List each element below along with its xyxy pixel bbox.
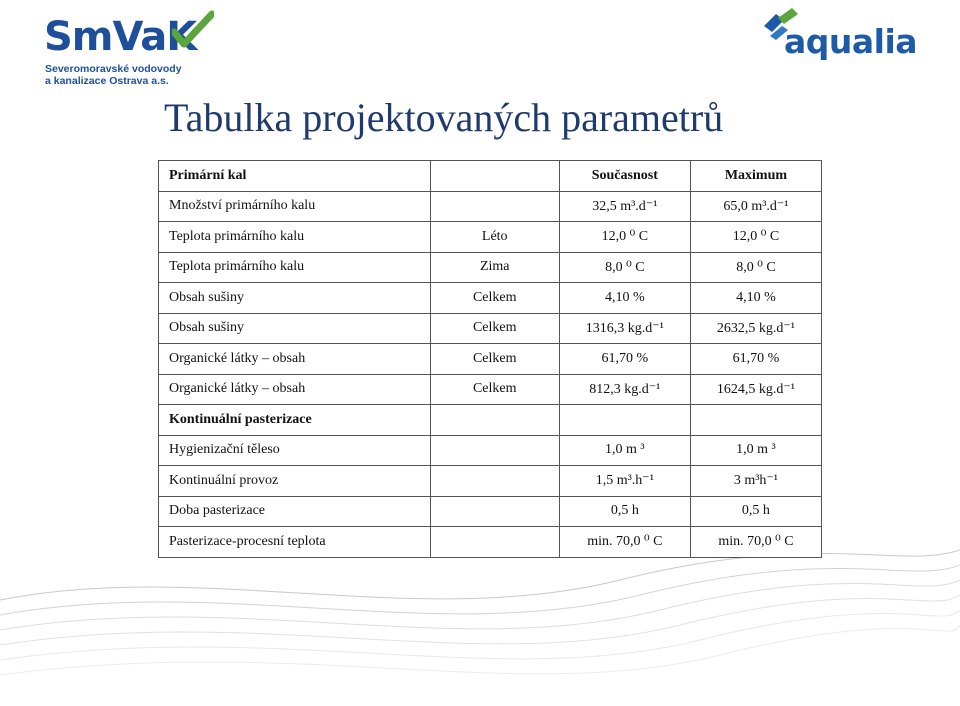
row-label: Teplota primárního kalu	[159, 252, 431, 283]
smvak-logo	[44, 8, 214, 88]
row-current: 12,0 ⁰ C	[559, 222, 690, 253]
header-cell-condition	[430, 161, 559, 192]
row-condition	[430, 435, 559, 466]
aqualia-logo	[762, 8, 922, 68]
row-condition: Celkem	[430, 344, 559, 375]
table-row	[159, 344, 822, 375]
row-maximum: 4,10 %	[690, 283, 821, 314]
row-condition: Zima	[430, 252, 559, 283]
table-section-row	[159, 405, 822, 436]
row-maximum: min. 70,0 ⁰ C	[690, 527, 821, 558]
table-row	[159, 313, 822, 344]
table-row	[159, 527, 822, 558]
row-current	[559, 405, 690, 436]
row-maximum: 12,0 ⁰ C	[690, 222, 821, 253]
row-maximum: 1,0 m ³	[690, 435, 821, 466]
row-condition	[430, 496, 559, 527]
row-label: Hygienizační těleso	[159, 435, 431, 466]
smvak-logo-line1: Severomoravské vodovody	[45, 63, 182, 75]
row-label: Kontinuální provoz	[159, 466, 431, 497]
row-condition: Celkem	[430, 313, 559, 344]
row-label: Obsah sušiny	[159, 313, 431, 344]
row-maximum: 1624,5 kg.d⁻¹	[690, 374, 821, 405]
parameters-table	[158, 160, 822, 558]
row-label: Organické látky – obsah	[159, 374, 431, 405]
header-cell-label: Primární kal	[159, 161, 431, 192]
section-label: Kontinuální pasterizace	[159, 405, 431, 436]
table-row	[159, 496, 822, 527]
page-title: Tabulka projektovaných parametrů	[164, 95, 724, 140]
row-condition	[430, 405, 559, 436]
row-current: 32,5 m³.d⁻¹	[559, 191, 690, 222]
row-maximum: 61,70 %	[690, 344, 821, 375]
row-condition	[430, 527, 559, 558]
row-current: min. 70,0 ⁰ C	[559, 527, 690, 558]
table-row	[159, 466, 822, 497]
row-maximum	[690, 405, 821, 436]
checkmark-icon	[172, 10, 214, 50]
row-maximum: 3 m³h⁻¹	[690, 466, 821, 497]
row-maximum: 2632,5 kg.d⁻¹	[690, 313, 821, 344]
row-label: Teplota primárního kalu	[159, 222, 431, 253]
row-label: Obsah sušiny	[159, 283, 431, 314]
smvak-logo-text: SmVaK	[44, 14, 197, 60]
table-row	[159, 222, 822, 253]
row-label: Množství primárního kalu	[159, 191, 431, 222]
row-condition: Celkem	[430, 283, 559, 314]
row-label: Pasterizace-procesní teplota	[159, 527, 431, 558]
table-row	[159, 252, 822, 283]
row-maximum: 8,0 ⁰ C	[690, 252, 821, 283]
row-condition: Léto	[430, 222, 559, 253]
table-header-row	[159, 161, 822, 192]
row-current: 61,70 %	[559, 344, 690, 375]
row-label: Organické látky – obsah	[159, 344, 431, 375]
row-label: Doba pasterizace	[159, 496, 431, 527]
smvak-logo-line2: a kanalizace Ostrava a.s.	[45, 75, 169, 87]
row-condition	[430, 191, 559, 222]
row-current: 1316,3 kg.d⁻¹	[559, 313, 690, 344]
row-current: 812,3 kg.d⁻¹	[559, 374, 690, 405]
row-current: 1,5 m³.h⁻¹	[559, 466, 690, 497]
row-condition	[430, 466, 559, 497]
table-row	[159, 283, 822, 314]
row-current: 1,0 m ³	[559, 435, 690, 466]
header-cell-current: Současnost	[559, 161, 690, 192]
row-current: 4,10 %	[559, 283, 690, 314]
row-maximum: 0,5 h	[690, 496, 821, 527]
row-condition: Celkem	[430, 374, 559, 405]
decorative-waves	[0, 540, 960, 706]
table-row	[159, 435, 822, 466]
header-cell-maximum: Maximum	[690, 161, 821, 192]
row-current: 8,0 ⁰ C	[559, 252, 690, 283]
row-maximum: 65,0 m³.d⁻¹	[690, 191, 821, 222]
table-row	[159, 374, 822, 405]
aqualia-logo-text: aqualia	[784, 22, 918, 61]
row-current: 0,5 h	[559, 496, 690, 527]
table-row	[159, 191, 822, 222]
